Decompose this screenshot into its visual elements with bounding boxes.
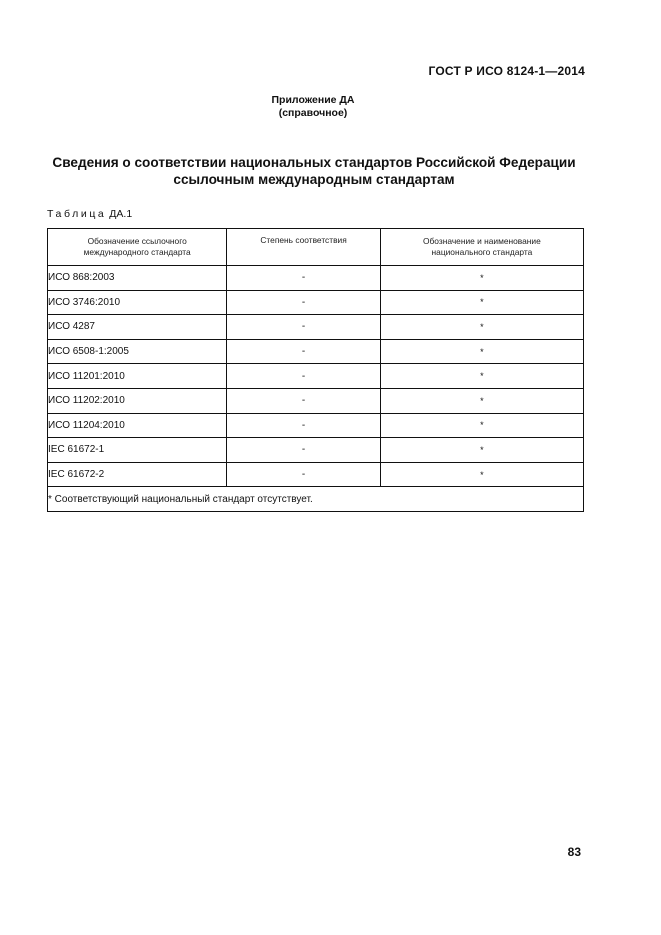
table-label-prefix: Таблица (47, 208, 107, 220)
header-national-standard: Обозначение и наименование национального стандарта (380, 229, 583, 266)
cell-degree: - (227, 364, 380, 389)
correspondence-table (47, 228, 584, 512)
cell-degree: - (227, 315, 380, 340)
table-row (48, 364, 584, 389)
cell-degree: - (227, 462, 380, 487)
cell-national: * (380, 290, 583, 315)
table-row (48, 339, 584, 364)
table-footnote: * Соответствующий национальный стандарт отсутствует. (48, 487, 584, 512)
cell-standard: IEC 61672-1 (48, 438, 227, 463)
cell-degree: - (227, 266, 380, 291)
table-footnote-row (48, 487, 584, 512)
table-label-number: ДА.1 (109, 208, 133, 220)
cell-standard: ИСО 6508-1:2005 (48, 339, 227, 364)
table-row (48, 438, 584, 463)
cell-standard: ИСО 11201:2010 (48, 364, 227, 389)
table-row (48, 290, 584, 315)
cell-national: * (380, 413, 583, 438)
cell-national: * (380, 339, 583, 364)
cell-standard: ИСО 11202:2010 (48, 388, 227, 413)
cell-degree: - (227, 290, 380, 315)
appendix-heading (0, 94, 626, 120)
appendix-title: Приложение ДА (271, 94, 355, 106)
header-reference-standard: Обозначение ссылочного международного стандарта (48, 229, 227, 266)
cell-degree: - (227, 438, 380, 463)
cell-standard: ИСО 868:2003 (48, 266, 227, 291)
document-code: ГОСТ Р ИСО 8124-1—2014 (428, 64, 585, 78)
table-row (48, 388, 584, 413)
header-degree-of-correspondence: Степень соответствия (227, 229, 380, 266)
cell-national: * (380, 462, 583, 487)
cell-standard: ИСО 11204:2010 (48, 413, 227, 438)
cell-degree: - (227, 339, 380, 364)
table-header-row (48, 229, 584, 266)
cell-standard: ИСО 3746:2010 (48, 290, 227, 315)
section-title-line2: ссылочным международным стандартам (173, 172, 455, 187)
table-row (48, 413, 584, 438)
cell-national: * (380, 438, 583, 463)
cell-national: * (380, 315, 583, 340)
table-label (47, 208, 132, 220)
cell-national: * (380, 266, 583, 291)
cell-standard: IEC 61672-2 (48, 462, 227, 487)
cell-national: * (380, 364, 583, 389)
cell-degree: - (227, 388, 380, 413)
cell-national: * (380, 388, 583, 413)
page-number: 83 (567, 845, 581, 859)
cell-degree: - (227, 413, 380, 438)
table-row (48, 462, 584, 487)
appendix-subtitle: (справочное) (278, 107, 348, 119)
section-title-line1: Сведения о соответствии национальных стандартов Российской Федерации (52, 155, 576, 170)
table-row (48, 266, 584, 291)
section-title (36, 154, 592, 188)
table-row (48, 315, 584, 340)
cell-standard: ИСО 4287 (48, 315, 227, 340)
